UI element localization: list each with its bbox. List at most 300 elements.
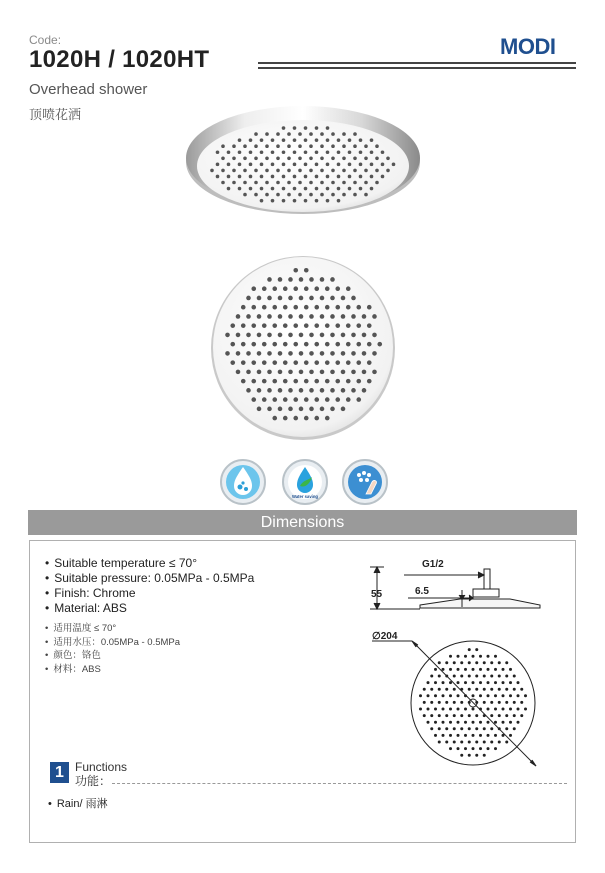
nozzle-dot — [381, 150, 385, 154]
functions-title-cn: 功能： — [75, 774, 112, 788]
nozzle-dot — [468, 714, 471, 717]
nozzle-dot — [298, 144, 302, 148]
nozzle-dot — [331, 132, 335, 136]
nozzle-dot — [438, 727, 441, 730]
nozzle-dot — [298, 193, 302, 197]
nozzle-dot — [353, 193, 357, 197]
nozzle-dot — [330, 296, 335, 301]
nozzle-dot — [353, 157, 357, 161]
nozzle-dot — [249, 138, 253, 142]
nozzle-dot — [287, 181, 291, 185]
nozzle-dot — [346, 379, 351, 384]
nozzle-dot — [260, 150, 264, 154]
nozzle-dot — [513, 727, 516, 730]
nozzle-dot — [320, 296, 325, 301]
nozzle-dot — [351, 333, 356, 338]
nozzle-dot — [246, 314, 251, 319]
diameter-label: ∅204 — [372, 631, 398, 642]
nozzle-dot — [299, 370, 304, 375]
spec-item-cn: • 颜色：铬色 — [45, 649, 180, 663]
specs-chinese — [45, 622, 180, 676]
nozzle-dot — [502, 668, 505, 671]
nozzle-dot — [304, 416, 309, 421]
nozzle-dot — [254, 181, 258, 185]
nozzle-dot — [505, 714, 508, 717]
nozzle-dot — [315, 150, 319, 154]
nozzle-dot — [257, 370, 262, 375]
nozzle-dot — [287, 169, 291, 173]
nozzle-dot — [272, 360, 277, 365]
nozzle-dot — [483, 714, 486, 717]
nozzle-dot — [304, 126, 308, 130]
nozzle-dot — [293, 416, 298, 421]
nozzle-dot — [517, 708, 520, 711]
nozzle-dot — [232, 181, 236, 185]
nozzle-dot — [367, 342, 372, 347]
nozzle-dot — [483, 727, 486, 730]
nozzle-dot — [314, 342, 319, 347]
nozzle-dot — [216, 150, 220, 154]
nozzle-dot — [236, 314, 241, 319]
nozzle-dot — [348, 187, 352, 191]
nozzle-dot — [320, 132, 324, 136]
svg-text:Water saving: Water saving — [292, 494, 318, 499]
nozzle-dot — [337, 150, 341, 154]
thickness-label: 6.5 — [415, 586, 429, 597]
water-saving-icon — [281, 458, 329, 506]
nozzle-dot — [362, 370, 367, 375]
nozzle-dot — [419, 694, 422, 697]
nozzle-dot — [453, 727, 456, 730]
nozzle-dot — [293, 150, 297, 154]
nozzle-dot — [293, 175, 297, 179]
nozzle-dot — [267, 407, 272, 412]
nozzle-dot — [287, 193, 291, 197]
nozzle-dot — [293, 323, 298, 328]
nozzle-dot — [265, 169, 269, 173]
nozzle-dot — [243, 193, 247, 197]
nozzle-dot — [460, 701, 463, 704]
nozzle-dot — [427, 721, 430, 724]
nozzle-dot — [272, 305, 277, 310]
nozzle-dot — [472, 708, 475, 711]
nozzle-dot — [438, 661, 441, 664]
nozzle-dot — [505, 688, 508, 691]
nozzle-dot — [251, 286, 256, 291]
nozzle-dot — [475, 688, 478, 691]
nozzle-dot — [346, 323, 351, 328]
nozzle-dot — [341, 296, 346, 301]
nozzle-dot — [453, 675, 456, 678]
nozzle-dot — [283, 323, 288, 328]
nozzle-dot — [513, 701, 516, 704]
nozzle-dot — [278, 407, 283, 412]
nozzle-dot — [381, 163, 385, 167]
nozzle-dot — [325, 379, 330, 384]
nozzle-dot — [445, 727, 448, 730]
nozzle-dot — [348, 163, 352, 167]
nozzle-dot — [276, 157, 280, 161]
nozzle-dot — [372, 351, 377, 356]
nozzle-dot — [356, 342, 361, 347]
nozzle-dot — [331, 169, 335, 173]
nozzle-dot — [423, 688, 426, 691]
nozzle-dot — [267, 277, 272, 282]
nozzle-dot — [304, 175, 308, 179]
nozzle-dot — [288, 407, 293, 412]
nozzle-dot — [216, 175, 220, 179]
nozzle-dot — [505, 727, 508, 730]
nozzle-dot — [359, 150, 363, 154]
nozzle-dot — [309, 314, 314, 319]
nozzle-dot — [460, 741, 463, 744]
nozzle-dot — [430, 727, 433, 730]
nozzle-dot — [227, 175, 231, 179]
nozzle-dot — [346, 397, 351, 402]
nozzle-dot — [325, 323, 330, 328]
nozzle-dot — [257, 388, 262, 393]
nozzle-dot — [520, 714, 523, 717]
nozzle-dot — [475, 754, 478, 757]
nozzle-dot — [293, 199, 297, 203]
nozzle-dot — [282, 199, 286, 203]
nozzle-dot — [442, 734, 445, 737]
nozzle-dot — [251, 397, 256, 402]
nozzle-dot — [475, 714, 478, 717]
nozzle-dot — [498, 714, 501, 717]
nozzle-dot — [330, 370, 335, 375]
nozzle-dot — [272, 416, 277, 421]
nozzle-dot — [265, 132, 269, 136]
nozzle-dot — [438, 701, 441, 704]
nozzle-dot — [262, 286, 267, 291]
nozzle-dot — [505, 675, 508, 678]
nozzle-dot — [267, 333, 272, 338]
function-number-badge: 1 — [50, 762, 69, 783]
nozzle-dot — [427, 681, 430, 684]
dimension-drawing — [360, 555, 570, 785]
nozzle-dot — [260, 187, 264, 191]
nozzle-dot — [364, 144, 368, 148]
nozzle-dot — [221, 157, 225, 161]
nozzle-dot — [509, 734, 512, 737]
nozzle-dot — [251, 342, 256, 347]
nozzle-dot — [505, 741, 508, 744]
nozzle-dot — [227, 187, 231, 191]
nozzle-dot — [257, 351, 262, 356]
nozzle-dot — [251, 379, 256, 384]
nozzle-dot — [341, 351, 346, 356]
nozzle-dot — [464, 708, 467, 711]
nozzle-dot — [335, 397, 340, 402]
nozzle-dot — [362, 314, 367, 319]
nozzle-dot — [509, 708, 512, 711]
nozzle-dot — [419, 708, 422, 711]
nozzle-dot — [460, 661, 463, 664]
nozzle-dot — [346, 305, 351, 310]
nozzle-dot — [315, 138, 319, 142]
nozzle-dot — [494, 681, 497, 684]
nozzle-dot — [370, 150, 374, 154]
nozzle-dot — [331, 181, 335, 185]
nozzle-dot — [479, 708, 482, 711]
nozzle-dot — [337, 199, 341, 203]
shower-head-front — [211, 256, 395, 440]
nozzle-dot — [362, 351, 367, 356]
nozzle-dot — [314, 305, 319, 310]
nozzle-dot — [278, 388, 283, 393]
nozzle-dot — [372, 314, 377, 319]
nozzle-dot — [304, 286, 309, 291]
nozzle-dot — [299, 277, 304, 282]
nozzle-dot — [304, 187, 308, 191]
nozzle-dot — [520, 701, 523, 704]
nozzle-dot — [330, 277, 335, 282]
nozzle-dot — [283, 360, 288, 365]
nozzle-dot — [460, 688, 463, 691]
brand-logo: MODI — [500, 34, 556, 59]
nozzle-dot — [293, 268, 298, 273]
nozzle-dot — [315, 163, 319, 167]
nozzle-dot — [330, 407, 335, 412]
nozzle-dot — [479, 668, 482, 671]
nozzle-dot — [278, 333, 283, 338]
nozzle-dot — [299, 407, 304, 412]
nozzle-dot — [487, 681, 490, 684]
nozzle-dot — [337, 163, 341, 167]
nozzle-dot — [309, 407, 314, 412]
nozzle-dot — [293, 286, 298, 291]
nozzle-dot — [434, 668, 437, 671]
nozzle-dot — [304, 323, 309, 328]
nozzle-dot — [377, 342, 382, 347]
nozzle-dot — [453, 701, 456, 704]
nozzle-dot — [309, 157, 313, 161]
nozzle-dot — [314, 286, 319, 291]
nozzle-dot — [464, 681, 467, 684]
nozzle-dot — [457, 747, 460, 750]
nozzle-dot — [320, 193, 324, 197]
functions-divider — [112, 783, 567, 784]
nozzle-dot — [351, 351, 356, 356]
nozzle-dot — [267, 351, 272, 356]
nozzle-dot — [362, 333, 367, 338]
height-label: 55 — [371, 589, 383, 600]
nozzle-dot — [517, 681, 520, 684]
nozzle-dot — [293, 342, 298, 347]
nozzle-dot — [494, 655, 497, 658]
nozzle-dot — [315, 126, 319, 130]
nozzle-dot — [262, 397, 267, 402]
nozzle-dot — [468, 675, 471, 678]
nozzle-dot — [276, 169, 280, 173]
nozzle-dot — [298, 181, 302, 185]
nozzle-dot — [249, 150, 253, 154]
nozzle-dot — [262, 360, 267, 365]
nozzle-dot — [314, 323, 319, 328]
nozzle-dot — [351, 314, 356, 319]
nozzle-dot — [260, 199, 264, 203]
nozzle-dot — [304, 305, 309, 310]
nozzle-dot — [326, 175, 330, 179]
nozzle-dot — [370, 163, 374, 167]
nozzle-dot — [517, 694, 520, 697]
nozzle-dot — [254, 144, 258, 148]
nozzle-dot — [342, 181, 346, 185]
nozzle-dot — [267, 314, 272, 319]
nozzle-dot — [238, 163, 242, 167]
nozzle-dot — [278, 314, 283, 319]
nozzle-dot — [460, 675, 463, 678]
nozzle-dot — [356, 397, 361, 402]
nozzle-dot — [299, 296, 304, 301]
nozzle-dot — [232, 157, 236, 161]
nozzle-dot — [331, 144, 335, 148]
nozzle-dot — [241, 305, 246, 310]
nozzle-dot — [326, 150, 330, 154]
nozzle-dot — [272, 323, 277, 328]
nozzle-dot — [346, 286, 351, 291]
nozzle-dot — [479, 694, 482, 697]
nozzle-dot — [479, 655, 482, 658]
nozzle-dot — [230, 323, 235, 328]
nozzle-dot — [423, 714, 426, 717]
nozzle-dot — [353, 169, 357, 173]
nozzle-dot — [449, 734, 452, 737]
nozzle-dot — [276, 132, 280, 136]
nozzle-dot — [509, 694, 512, 697]
nozzle-dot — [353, 132, 357, 136]
nozzle-dot — [359, 163, 363, 167]
nozzle-dot — [287, 144, 291, 148]
nozzle-dot — [278, 370, 283, 375]
product-title-en: Overhead shower — [29, 81, 148, 98]
nozzle-dot — [221, 181, 225, 185]
nozzle-dot — [309, 277, 314, 282]
nozzle-dot — [230, 342, 235, 347]
nozzle-dot — [293, 360, 298, 365]
nozzle-dot — [453, 661, 456, 664]
nozzle-dot — [246, 388, 251, 393]
nozzle-dot — [487, 721, 490, 724]
nozzle-dot — [299, 351, 304, 356]
model-number: 1020H / 1020HT — [29, 46, 210, 73]
nozzle-dot — [359, 138, 363, 142]
nozzle-dot — [487, 747, 490, 750]
nozzle-dot — [449, 721, 452, 724]
nozzle-dot — [304, 342, 309, 347]
nozzle-dot — [434, 681, 437, 684]
nozzle-dot — [272, 286, 277, 291]
nozzle-dot — [221, 144, 225, 148]
nozzle-dot — [472, 694, 475, 697]
shower-head-perspective — [186, 106, 420, 214]
nozzle-dot — [249, 163, 253, 167]
nozzle-dot — [427, 694, 430, 697]
nozzle-dot — [299, 314, 304, 319]
nozzle-dot — [315, 187, 319, 191]
nozzle-dot — [342, 132, 346, 136]
nozzle-dot — [372, 370, 377, 375]
nozzle-dot — [464, 668, 467, 671]
nozzle-dot — [423, 701, 426, 704]
nozzle-dot — [367, 360, 372, 365]
nozzle-dot — [472, 681, 475, 684]
nozzle-dot — [326, 199, 330, 203]
nozzle-dot — [475, 648, 478, 651]
nozzle-dot — [351, 370, 356, 375]
nozzle-dot — [438, 714, 441, 717]
nozzle-dot — [364, 169, 368, 173]
nozzle-dot — [325, 416, 330, 421]
nozzle-dot — [468, 688, 471, 691]
nozzle-dot — [483, 675, 486, 678]
nozzle-dot — [449, 708, 452, 711]
nozzle-dot — [438, 741, 441, 744]
nozzle-dot — [445, 688, 448, 691]
spec-item: • Material: ABS — [45, 601, 254, 616]
nozzle-dot — [304, 138, 308, 142]
nozzle-dot — [359, 175, 363, 179]
nozzle-dot — [434, 694, 437, 697]
nozzle-dot — [498, 727, 501, 730]
nozzle-dot — [445, 701, 448, 704]
nozzle-dot — [309, 169, 313, 173]
nozzle-dot — [442, 708, 445, 711]
nozzle-dot — [475, 661, 478, 664]
nozzle-dot — [464, 721, 467, 724]
nozzle-dot — [490, 688, 493, 691]
nozzle-dot — [445, 714, 448, 717]
nozzle-dot — [288, 370, 293, 375]
nozzle-dot — [282, 150, 286, 154]
nozzle-dot — [483, 701, 486, 704]
nozzle-dot — [271, 175, 275, 179]
nozzle-dot — [483, 754, 486, 757]
nozzle-dot — [225, 333, 230, 338]
nozzle-dot — [265, 144, 269, 148]
nozzle-dot — [359, 187, 363, 191]
nozzle-dot — [490, 727, 493, 730]
nozzle-dot — [362, 388, 367, 393]
nozzle-dot — [468, 661, 471, 664]
nozzle-dot — [260, 175, 264, 179]
spec-item-cn: • 适用温度 ≤ 70° — [45, 622, 180, 636]
nozzle-dot — [453, 741, 456, 744]
nozzle-dot — [375, 144, 379, 148]
nozzle-dot — [288, 296, 293, 301]
nozzle-dot — [287, 132, 291, 136]
nozzle-dot — [314, 360, 319, 365]
nozzle-dot — [464, 655, 467, 658]
nozzle-dot — [472, 747, 475, 750]
nozzle-dot — [494, 708, 497, 711]
nozzle-dot — [502, 721, 505, 724]
nozzle-dot — [375, 169, 379, 173]
nozzle-dot — [341, 407, 346, 412]
nozzle-dot — [276, 181, 280, 185]
nozzle-dot — [330, 388, 335, 393]
nozzle-dot — [288, 351, 293, 356]
nozzle-dot — [265, 157, 269, 161]
nozzle-dot — [353, 144, 357, 148]
nozzle-dot — [498, 701, 501, 704]
nozzle-dot — [430, 675, 433, 678]
nozzle-dot — [236, 333, 241, 338]
water-drop-saving-icon — [219, 458, 267, 506]
nozzle-dot — [243, 157, 247, 161]
nozzle-dot — [502, 681, 505, 684]
